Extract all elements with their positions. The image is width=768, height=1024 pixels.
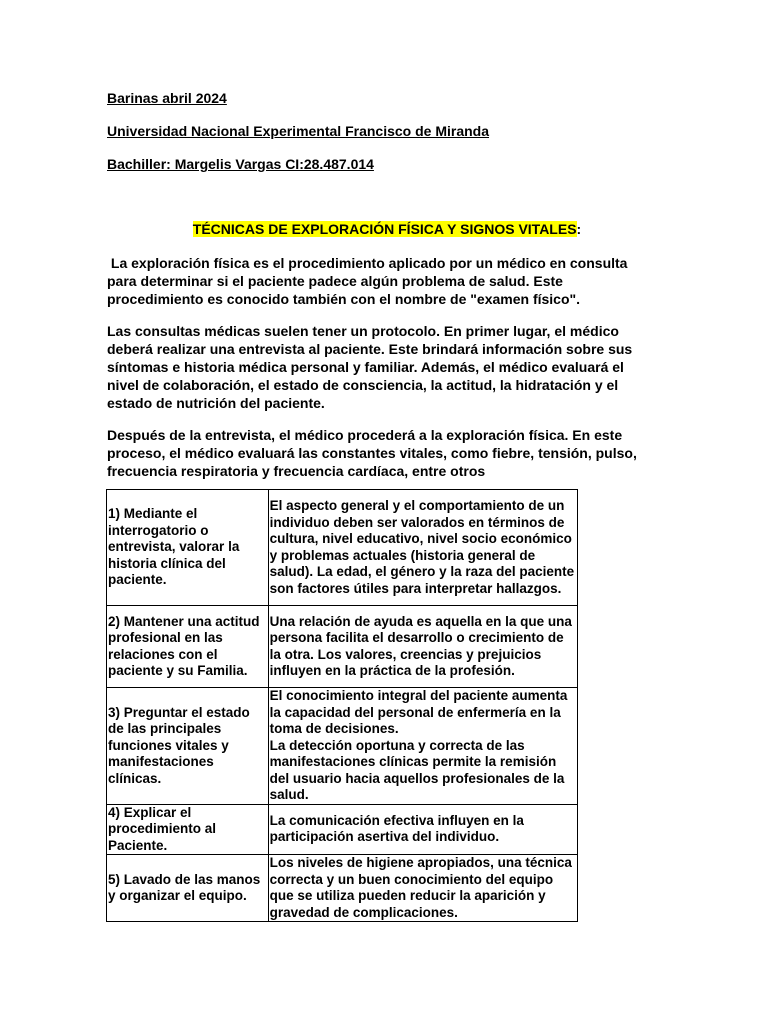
title-highlight: TÉCNICAS DE EXPLORACIÓN FÍSICA Y SIGNOS VITALES [192,221,577,237]
table-cell-step: 3) Preguntar el estado de las principales funciones vitales y manifestaciones clínicas. [107,688,269,805]
table-cell-step: 1) Mediante el interrogatorio o entrevista, valorar la historia clínica del paciente. [107,490,269,606]
description-part-1: El conocimiento integral del paciente aumenta la capacidad del personal de enfermería en la toma de decisiones. [269,688,568,736]
student-info: Bachiller: Margelis Vargas CI:28.487.014 [107,156,374,172]
document-page [107,90,667,480]
description-part-2: La detección oportuna y correcta de las manifestaciones clínicas permite la remisión del usuario hacia aquellos profesionales de la salud. [269,737,565,802]
table-row [107,804,578,855]
table-cell-description: La comunicación efectiva influyen en la participación asertiva del individuo. [268,804,577,855]
paragraph-intro: La exploración física es el procedimiento aplicado por un médico en consulta para determinar si el paciente padece algún problema de salud. Este procedimiento es conocido también con el nombre de "examen físico". [107,255,632,307]
table-row [107,606,578,688]
document-title [107,221,667,238]
title-suffix: : [576,221,582,237]
place-date: Barinas abril 2024 [107,90,227,106]
table-cell-step: 4) Explicar el procedimiento al Paciente. [107,804,269,855]
table-row [107,490,578,606]
table-cell-step: 2) Mantener una actitud profesional en las relaciones con el paciente y su Familia. [107,606,269,688]
techniques-table [106,489,578,922]
paragraph-protocol: Las consultas médicas suelen tener un protocolo. En primer lugar, el médico deberá realizar una entrevista al paciente. Este brindará información sobre sus síntomas e historia médica personal y familiar. Además, el médico evaluará el nivel de colaboración, el estado de consciencia, la actitud, la hidratación y el estado de nutrición del paciente. [107,323,633,411]
paragraph-exploration: Después de la entrevista, el médico procederá a la exploración física. En este proceso, el médico evaluará las constantes vitales, como fiebre, tensión, pulso, frecuencia respiratoria y frecuencia cardíaca, entre otros [107,427,637,479]
table-cell-description: Los niveles de higiene apropiados, una técnica correcta y un buen conocimiento del equipo que se utiliza pueden reducir la aparición y gravedad de complicaciones. [268,855,577,922]
table-cell-description [268,688,577,805]
table-cell-step: 5) Lavado de las manos y organizar el equipo. [107,855,269,922]
table-row [107,855,578,922]
table-cell-description: El aspecto general y el comportamiento de un individuo deben ser valorados en términos de cultura, nivel educativo, nivel socio económico y problemas actuales (historia general de salud). La edad, el género y la raza del paciente son factores útiles para interpretar hallazgos. [268,490,577,606]
table-row [107,688,578,805]
university-name: Universidad Nacional Experimental Francisco de Miranda [107,123,490,139]
table-cell-description: Una relación de ayuda es aquella en la que una persona facilita el desarrollo o crecimiento de la otra. Los valores, creencias y prejuicios influyen en la práctica de la profesión. [268,606,577,688]
